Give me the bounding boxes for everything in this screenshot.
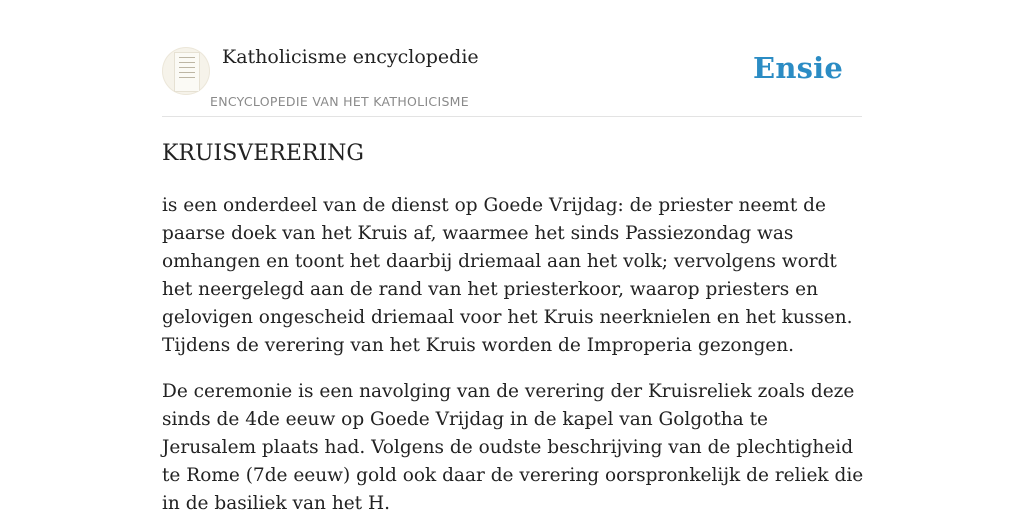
article-body xyxy=(162,192,866,512)
brand-logo-link[interactable]: Ensie xyxy=(753,51,843,85)
site-name-link[interactable]: Katholicisme encyclopedie xyxy=(222,46,479,68)
site-header xyxy=(162,0,862,117)
book-cover-icon[interactable] xyxy=(162,47,210,95)
article-title: KRUISVERERING xyxy=(162,141,364,166)
article-paragraph: is een onderdeel van de dienst op Goede Vrijdag: de priester neemt de paarse doek van het Kruis af, waarmee het sinds Passiezondag was omhangen en toont het daarbij driemaal aan het volk; vervolgens wordt het neergelegd aan de rand van het priesterkoor, waarop priesters en gelovigen ongescheid driemaal voor het Kruis neerknielen en het kussen. Tijdens de verering van het Kruis worden de Improperia gezongen. xyxy=(162,195,853,356)
book-cover-illustration xyxy=(174,52,200,92)
site-subtitle: ENCYCLOPEDIE VAN HET KATHOLICISME xyxy=(210,94,469,109)
article-paragraph: De ceremonie is een navolging van de verering der Kruisreliek zoals deze sinds de 4de eeuw op Goede Vrijdag in de kapel van Golgotha te Jerusalem plaats had. Volgens de oudste beschrijving van de plechtigheid te Rome (7de eeuw) gold ook daar de verering oorspronkelijk de reliek die in de basiliek van het H. xyxy=(162,381,864,512)
